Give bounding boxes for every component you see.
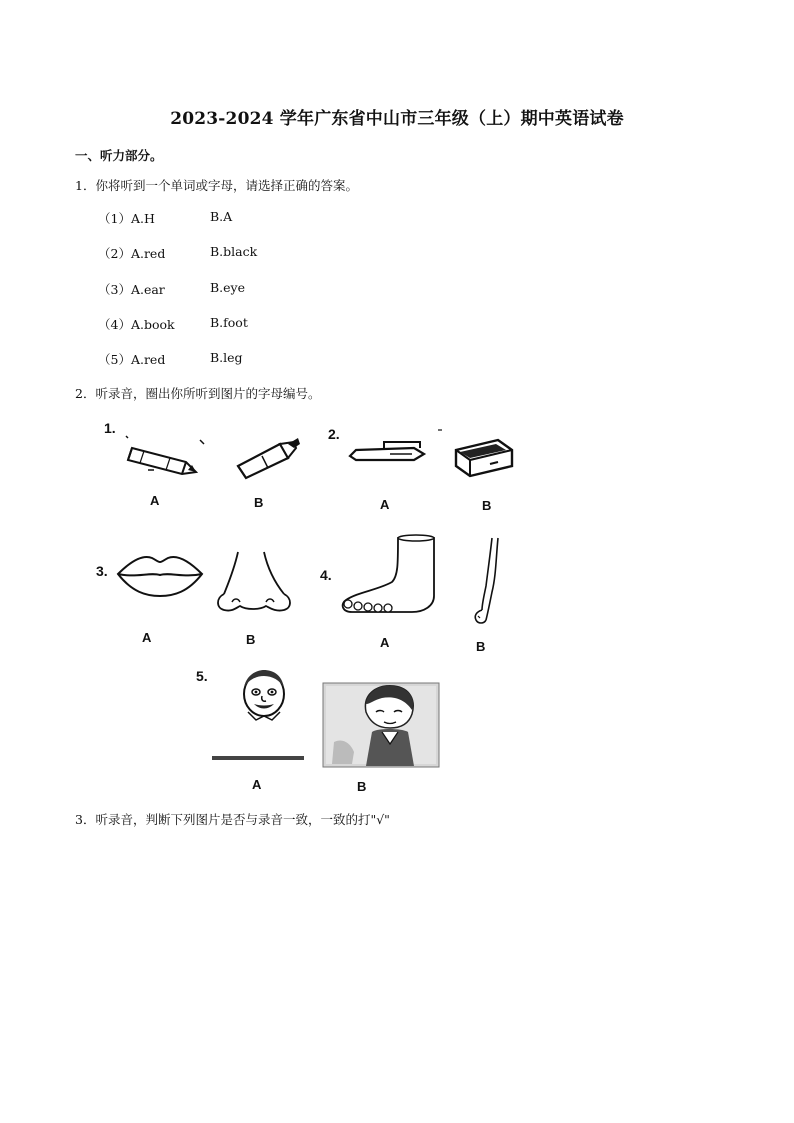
q1-item-4-a: （4）A.book (98, 317, 175, 332)
q2-2-label-b: B (482, 498, 492, 513)
underline-bar (210, 754, 306, 762)
crayon-picture (232, 436, 304, 480)
question-1-prompt: 1．你将听到一个单词或字母，请选择正确的答案。 (75, 178, 358, 193)
q2-3-label-b: B (246, 632, 256, 647)
q2-number-5: 5. (196, 668, 208, 684)
q2-number-3: 3. (96, 563, 108, 579)
lips-picture (114, 548, 204, 598)
q2-4-label-a: A (380, 635, 390, 650)
girl-photo-picture (322, 682, 440, 768)
q1-item-5-b: B.leg (210, 350, 243, 365)
question-3-prompt: 3．听录音，判断下列图片是否与录音一致，一致的打"√" (75, 812, 390, 827)
q2-1-label-a: A (150, 493, 160, 508)
q1-item-3-b: B.eye (210, 280, 246, 295)
q2-1-label-b: B (254, 495, 264, 510)
q2-5-label-b: B (357, 779, 367, 794)
q2-5-label-a: A (252, 777, 262, 792)
q1-item-2-b: B.black (210, 244, 258, 259)
q2-3-label-a: A (142, 630, 152, 645)
foot-picture (338, 534, 442, 616)
q2-4-label-b: B (476, 639, 486, 654)
pencil-picture (122, 432, 206, 476)
q2-number-2: 2. (328, 426, 340, 442)
pen-picture (344, 428, 428, 468)
question-2-prompt: 2．听录音，圈出你所听到图片的字母编号。 (75, 386, 321, 401)
q1-item-3-a: （3）A.ear (98, 282, 165, 297)
leg-picture (466, 536, 502, 628)
pencil-box-picture (450, 436, 516, 480)
q2-number-4: 4. (320, 567, 332, 583)
section-heading-listening: 一、听力部分。 (75, 148, 163, 163)
q1-item-1-a: （1）A.H (98, 211, 155, 226)
q1-item-4-b: B.foot (210, 315, 248, 330)
q1-item-1-b: B.A (210, 209, 233, 224)
q1-item-2-a: （2）A.red (98, 246, 166, 261)
q2-number-1: 1. (104, 420, 116, 436)
q2-2-label-a: A (380, 497, 390, 512)
nose-picture (214, 550, 300, 616)
face-picture (236, 668, 292, 724)
q1-item-5-a: （5）A.red (98, 352, 166, 367)
page-title: 2023-2024 学年广东省中山市三年级（上）期中英语试卷 (170, 109, 624, 129)
